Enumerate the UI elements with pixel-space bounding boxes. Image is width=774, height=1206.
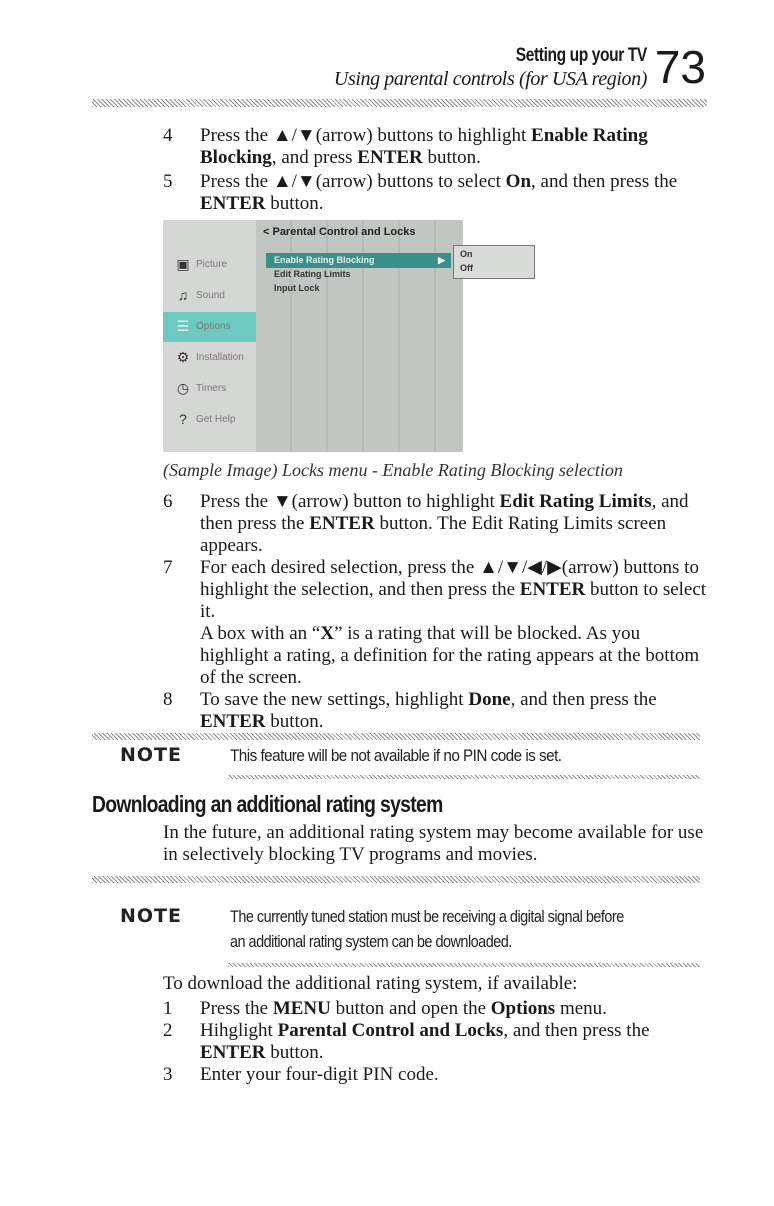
- step-item: [163, 1064, 708, 1086]
- menu-item-get-help[interactable]: [163, 405, 256, 435]
- note2-rule-top: [92, 876, 700, 883]
- note-label: NOTE: [120, 744, 182, 766]
- header-rule: [92, 99, 707, 107]
- step-item: [163, 171, 708, 215]
- note2-label: NOTE: [120, 905, 182, 927]
- text-run: button. The Edit Rating Limits screen appears.: [200, 513, 667, 556]
- menu-item-label: Timers: [196, 383, 227, 394]
- bold-term: Options: [490, 998, 556, 1019]
- step-text: [200, 689, 708, 733]
- text-run: , and then press the: [503, 1020, 650, 1041]
- running-header-title: Setting up your TV: [515, 45, 647, 66]
- step-text: [200, 171, 708, 215]
- text-run: Hihglight: [200, 1020, 278, 1041]
- text-run: , and then press the: [510, 689, 657, 710]
- section-body: In the future, an additional rating system may become available for use in selectively blocking TV programs and movies.: [163, 822, 704, 865]
- step-number: 6: [163, 491, 173, 512]
- bold-term: X: [320, 623, 335, 644]
- step-number: 8: [163, 689, 173, 710]
- text-run: For each desired selection, press the ▲/▼/◀/▶(arrow) buttons to highlight the selection, and then press the: [200, 557, 699, 600]
- text-run: menu.: [555, 998, 607, 1019]
- step-text: [200, 491, 708, 557]
- steps-bottom: [163, 998, 708, 1086]
- installation-icon: ⚙: [176, 349, 190, 365]
- menu-item-label: Sound: [196, 290, 225, 301]
- step-item: [163, 1020, 708, 1064]
- step-number: 5: [163, 171, 173, 192]
- arrow-right-icon: ▶: [438, 255, 445, 265]
- page-number: 73: [654, 41, 706, 93]
- bold-term: Parental Control and Locks: [277, 1020, 504, 1041]
- text-run: Enter your four-digit PIN code.: [200, 1064, 439, 1085]
- menu-item-label: Options: [196, 321, 231, 332]
- menu-item-options[interactable]: [163, 312, 256, 342]
- menu-item-installation[interactable]: [163, 343, 256, 373]
- step-text: [200, 557, 708, 623]
- menu-sidebar: [163, 220, 256, 452]
- bold-term: ENTER: [200, 193, 266, 214]
- get-help-icon: ?: [179, 411, 187, 427]
- text-run: Press the: [200, 998, 273, 1019]
- step-item: [163, 557, 708, 689]
- bold-term: On: [505, 171, 532, 192]
- bold-term: Enable Rating Blocking: [200, 125, 648, 168]
- sample-menu-image: [163, 220, 473, 452]
- text-run: Press the ▼(arrow) button to highlight: [200, 491, 500, 512]
- menu-item-label: Get Help: [196, 414, 236, 425]
- note-rule-bottom: [228, 775, 700, 779]
- text-run: , and press: [271, 147, 358, 168]
- bold-term: ENTER: [309, 513, 375, 534]
- menu-item-sound[interactable]: [163, 281, 256, 311]
- text-run: button.: [422, 147, 481, 168]
- figure-caption: (Sample Image) Locks menu - Enable Rating Blocking selection: [163, 460, 623, 480]
- section-heading: Downloading an additional rating system: [92, 791, 443, 817]
- menu-row-input-lock[interactable]: [266, 281, 451, 296]
- text-run: , and then press the: [200, 491, 689, 534]
- note-rule-top: [92, 733, 700, 740]
- note-text: This feature will be not available if no PIN code is set.: [230, 746, 562, 765]
- text-run: button and open the: [330, 998, 491, 1019]
- note2-line1: The currently tuned station must be receiving a digital signal before: [230, 907, 624, 926]
- text-run: To save the new settings, highlight: [200, 689, 469, 710]
- step-number: 3: [163, 1064, 173, 1085]
- step-text: [200, 998, 708, 1020]
- menu-row-edit-rating-limits[interactable]: [266, 267, 451, 282]
- text-run: , and then press the: [531, 171, 678, 192]
- option-off[interactable]: Off: [460, 263, 473, 273]
- step-note: [200, 623, 708, 689]
- text-run: button to select it.: [200, 579, 707, 622]
- text-run: button.: [265, 1042, 324, 1063]
- text-run: button.: [265, 711, 324, 732]
- note2-rule-bottom: [228, 963, 700, 967]
- picture-icon: ▣: [176, 256, 190, 272]
- bold-term: MENU: [272, 998, 331, 1019]
- text-run: Press the ▲/▼(arrow) buttons to select: [200, 171, 506, 192]
- menu-row-label: Input Lock: [274, 283, 320, 293]
- text-run: Press the ▲/▼(arrow) buttons to highlight: [200, 125, 532, 146]
- options-icon: ☰: [176, 318, 190, 334]
- bold-term: ENTER: [200, 711, 266, 732]
- bold-term: Done: [468, 689, 511, 710]
- step-number: 2: [163, 1020, 173, 1041]
- step-number: 7: [163, 557, 173, 578]
- menu-item-picture[interactable]: [163, 250, 256, 280]
- menu-title: < Parental Control and Locks: [263, 226, 416, 238]
- step-item: [163, 689, 708, 733]
- bold-term: ENTER: [519, 579, 586, 600]
- steps-top: [163, 125, 708, 215]
- menu-item-label: Picture: [196, 259, 228, 270]
- text-run: button.: [265, 193, 324, 214]
- sound-icon: ♫: [177, 287, 189, 303]
- step-number: 4: [163, 125, 173, 146]
- menu-row-label: Enable Rating Blocking: [274, 255, 375, 265]
- step-text: [200, 125, 708, 169]
- text-run: A box with an “: [200, 623, 321, 644]
- step-item: [163, 125, 708, 169]
- step-item: [163, 998, 708, 1020]
- step-number: 1: [163, 998, 173, 1019]
- note2-line2: an additional rating system can be downloaded.: [230, 932, 512, 951]
- bold-term: ENTER: [357, 147, 423, 168]
- menu-row-enable-rating-blocking[interactable]: [266, 253, 451, 268]
- bold-term: ENTER: [200, 1042, 266, 1063]
- menu-item-label: Installation: [196, 352, 244, 363]
- steps-middle: [163, 491, 708, 733]
- timers-icon: ◷: [176, 380, 190, 396]
- option-on[interactable]: On: [460, 249, 473, 259]
- step-item: [163, 491, 708, 557]
- running-header-subtitle: Using parental controls (for USA region): [333, 68, 647, 90]
- menu-item-timers[interactable]: [163, 374, 256, 404]
- menu-row-label: Edit Rating Limits: [274, 269, 351, 279]
- step-text: [200, 1064, 708, 1086]
- download-intro: To download the additional rating system, if available:: [163, 973, 578, 994]
- text-run: ” is a rating that will be blocked. As you highlight a rating, a definition for the rating appears at the bottom of the screen.: [200, 623, 700, 688]
- step-text: [200, 1020, 708, 1064]
- bold-term: Edit Rating Limits: [499, 491, 652, 512]
